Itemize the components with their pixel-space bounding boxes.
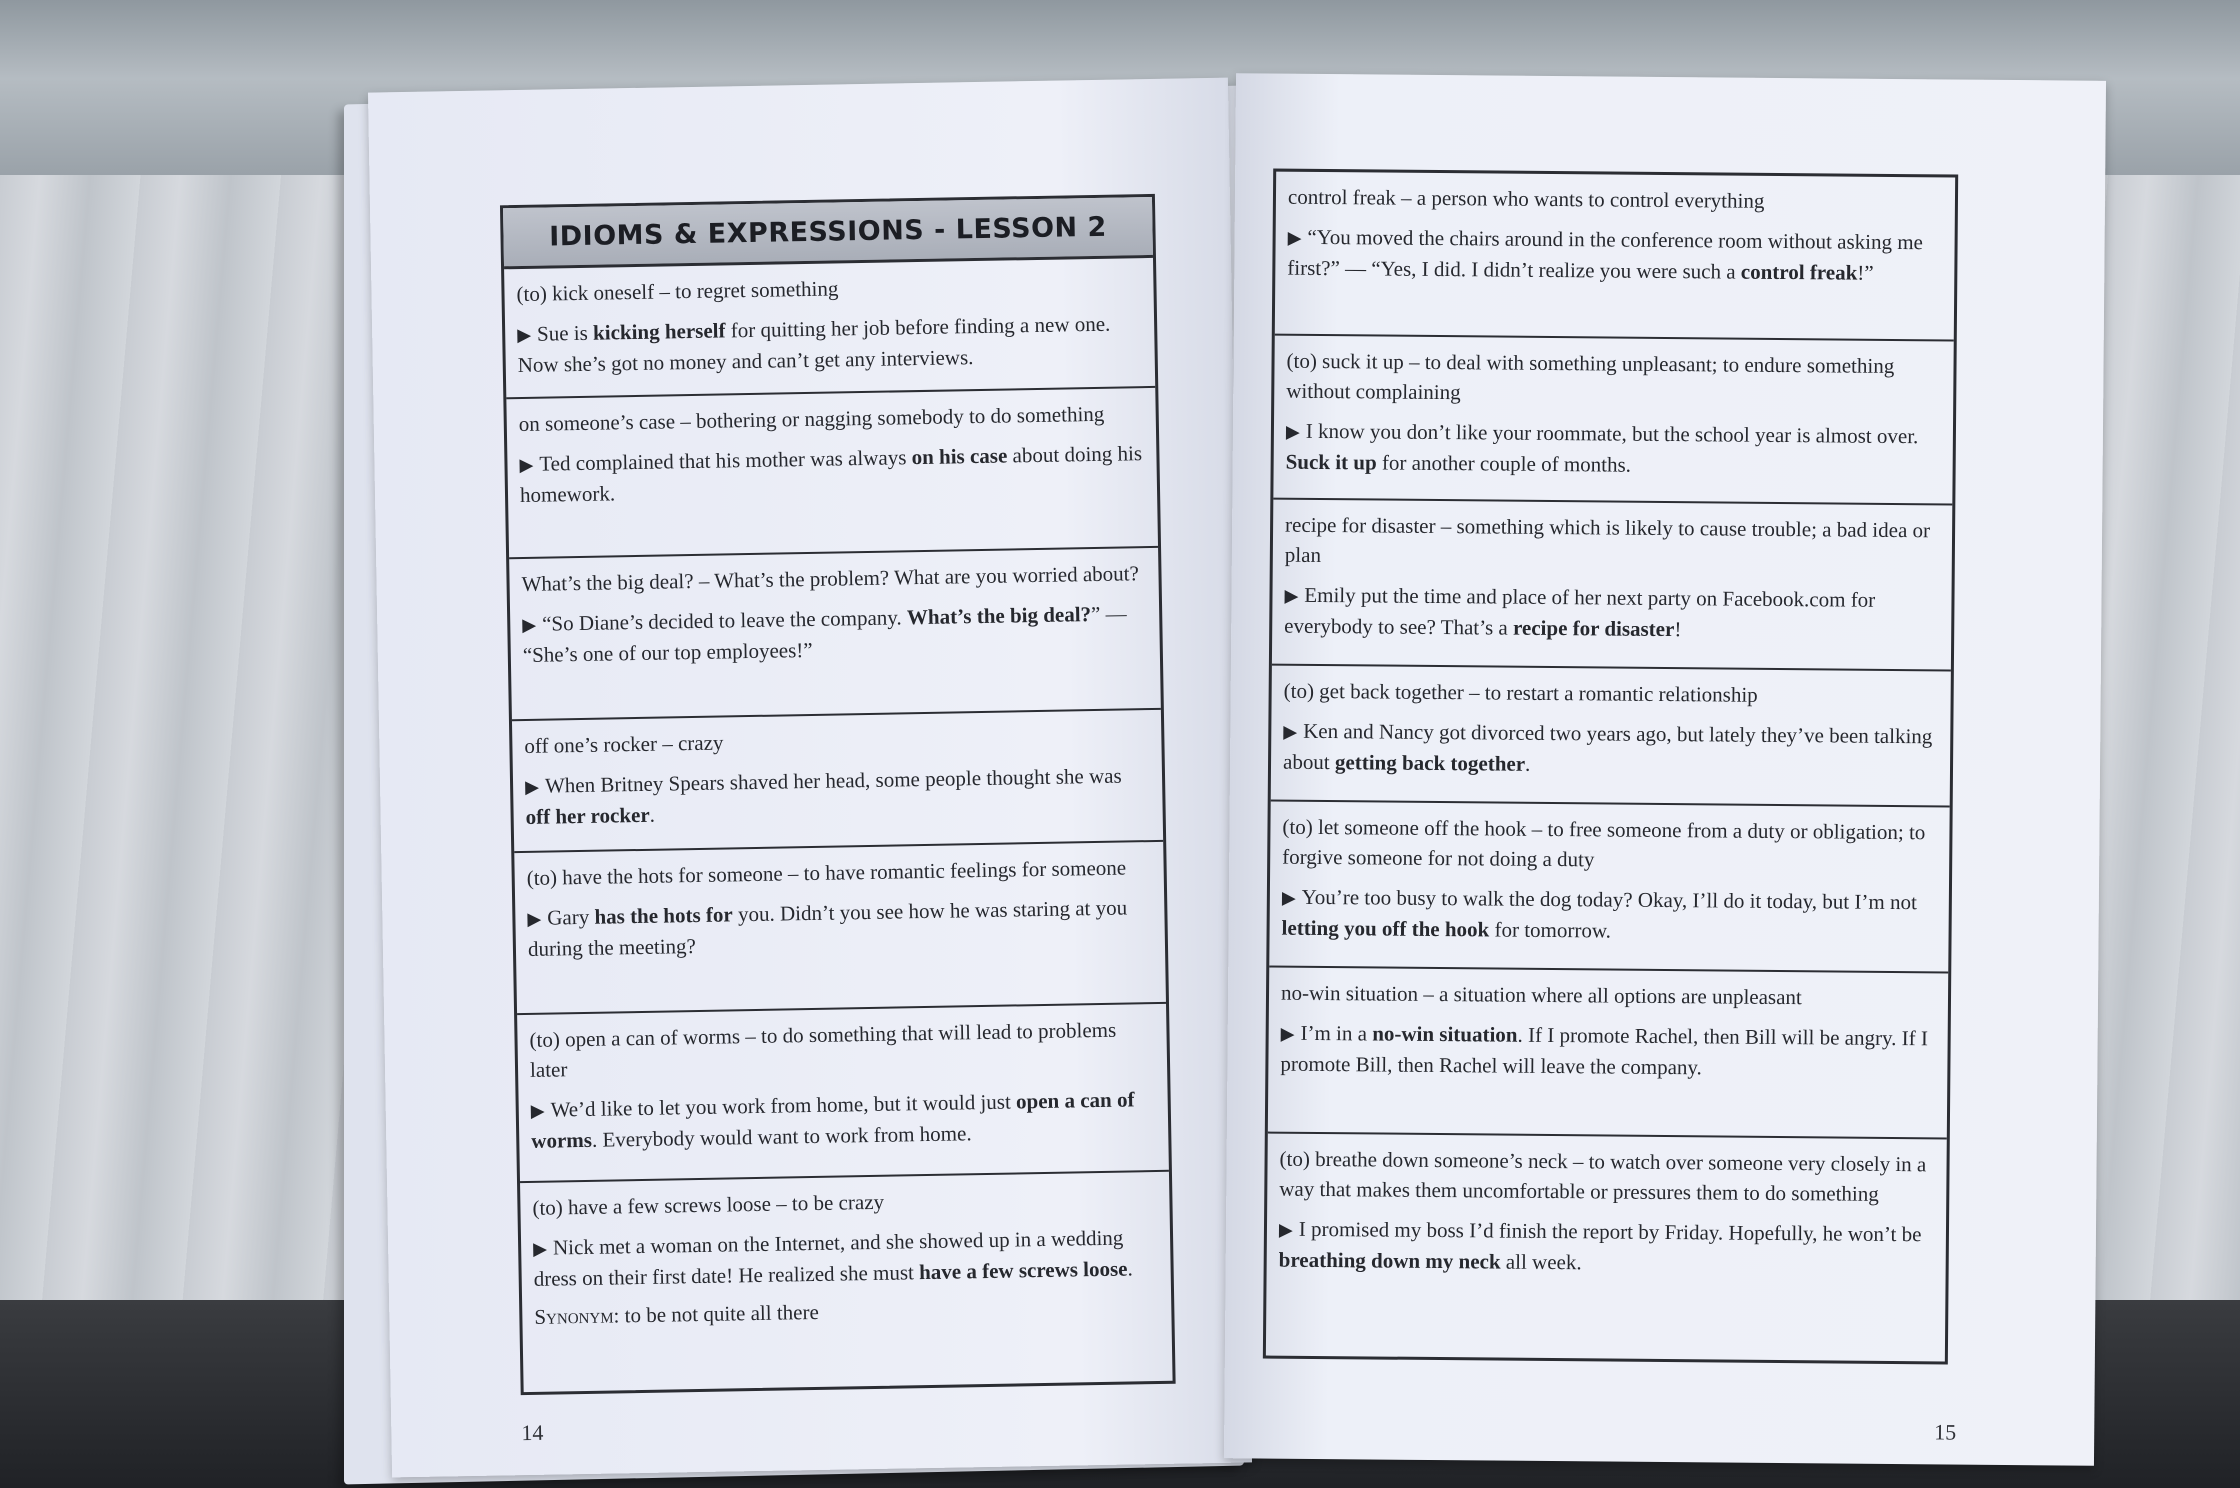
- idiom-definition: (to) suck it up – to deal with something unpleasant; to endure something without complaining: [1286, 348, 1895, 405]
- example-text-pre: Ted complained that his mother was always: [539, 445, 912, 476]
- idiom-example: [1286, 416, 1942, 483]
- example-text-post: . If I promote Rachel, then Bill will be angry. If I promote Bill, then Rachel will leave the company.: [1280, 1022, 1929, 1080]
- idiom-entry: [506, 388, 1158, 559]
- bullet-arrow-icon: ▶: [524, 776, 540, 797]
- idiom-definition: off one’s rocker – crazy: [524, 730, 724, 758]
- idiom-entry: [512, 710, 1163, 853]
- synonym-text: to be not quite all there: [619, 1299, 820, 1328]
- idiom-entry: [509, 548, 1161, 721]
- idiom-definition: (to) get back together – to restart a romantic relationship: [1283, 678, 1758, 707]
- bullet-arrow-icon: ▶: [527, 908, 542, 929]
- example-text-post: for another couple of months.: [1376, 450, 1632, 477]
- example-text-post: .: [649, 802, 656, 827]
- idiom-entry: [1266, 1134, 1947, 1360]
- idiom-definition: (to) kick oneself – to regret something: [516, 276, 839, 307]
- example-text-pre: I promised my boss I’d finish the report by Friday. Hopefully, he won’t be: [1298, 1216, 1922, 1247]
- idiom-definition: control freak – a person who wants to control everything: [1287, 184, 1765, 213]
- idiom-entry: [1269, 802, 1949, 974]
- right-page: [1224, 73, 2106, 1466]
- example-text-pre: “So Diane’s decided to leave the company.: [541, 605, 908, 636]
- example-text-post: all week.: [1500, 1249, 1582, 1275]
- example-text-pre: I’m in a: [1300, 1020, 1373, 1046]
- idiom-definition: (to) let someone off the hook – to free someone from a duty or obligation; to forgive someone for not doing a duty: [1282, 814, 1926, 872]
- example-text-pre: “You moved the chairs around in the conference room without asking me first?” — “Yes, I did. I didn’t realize you were such a: [1287, 224, 1924, 284]
- idioms-box-left: [500, 194, 1176, 1395]
- idiom-example: [1287, 222, 1943, 289]
- example-idiom-bold: letting you off the hook: [1281, 915, 1490, 942]
- example-text-post: .: [1127, 1256, 1133, 1281]
- left-page: [368, 78, 1252, 1478]
- idiom-entry: [1268, 968, 1948, 1140]
- example-idiom-bold: What’s the big deal?: [906, 602, 1092, 630]
- idiom-example: [527, 892, 1153, 964]
- example-idiom-bold: has the hots for: [594, 902, 733, 929]
- example-text-pre: Sue is: [536, 320, 594, 346]
- idiom-example: [519, 438, 1145, 510]
- idiom-entry: [1273, 336, 1953, 506]
- example-text-pre: Gary: [547, 904, 595, 930]
- example-idiom-bold: on his case: [911, 443, 1008, 470]
- example-text-pre: Nick met a woman on the Internet, and she showed up in a wedding dress on their first date! He realized she must: [533, 1225, 1124, 1291]
- example-text-pre: You’re too busy to walk the dog today? Okay, I’ll do it today, but I’m not: [1301, 884, 1917, 915]
- idiom-definition: recipe for disaster – something which is likely to cause trouble; a bad idea or plan: [1284, 512, 1931, 567]
- entry-list-right: [1266, 172, 1955, 1360]
- bullet-arrow-icon: ▶: [517, 324, 532, 346]
- idiom-example: [533, 1222, 1159, 1294]
- example-idiom-bold: control freak: [1740, 259, 1858, 285]
- bullet-arrow-icon: ▶: [1283, 721, 1298, 742]
- example-text-post: !: [1674, 617, 1682, 642]
- idiom-definition: (to) have the hots for someone – to have romantic feelings for someone: [526, 855, 1127, 890]
- bullet-arrow-icon: ▶: [533, 1238, 548, 1259]
- idiom-entry: [1272, 500, 1952, 672]
- idiom-definition: What’s the big deal? – What’s the problem? What are you worried about?: [521, 561, 1140, 597]
- example-idiom-bold: open a can of worms: [531, 1087, 1135, 1153]
- page-number-right: 15: [1934, 1419, 1957, 1445]
- example-text-pre: When Britney Spears shaved her head, some people thought she was: [544, 763, 1122, 798]
- example-text-post: for tomorrow.: [1489, 917, 1612, 943]
- open-book: [340, 55, 2120, 1475]
- idiom-example: [1283, 716, 1939, 783]
- example-text-pre: Emily put the time and place of her next party on Facebook.com for everybody to see? That’s a: [1284, 582, 1876, 640]
- bullet-arrow-icon: ▶: [1285, 421, 1300, 442]
- idiom-definition: on someone’s case – bothering or nagging somebody to do something: [518, 401, 1105, 437]
- idiom-example: [530, 1084, 1156, 1156]
- example-text-post: !”: [1857, 260, 1874, 285]
- idiom-definition: (to) open a can of worms – to do something that will lead to problems later: [529, 1017, 1117, 1082]
- example-text-post: ” — “She’s one of our top employees!”: [522, 601, 1127, 667]
- example-idiom-bold: breathing down my neck: [1278, 1247, 1501, 1274]
- bullet-arrow-icon: ▶: [1278, 1219, 1293, 1240]
- example-text-post: . Everybody would want to work from home.: [591, 1121, 972, 1152]
- example-idiom-bold: Suck it up: [1285, 449, 1377, 475]
- example-text-post: you. Didn’t you see how he was staring at you during the meeting?: [527, 895, 1128, 961]
- bullet-arrow-icon: ▶: [530, 1100, 545, 1121]
- bullet-arrow-icon: ▶: [522, 614, 537, 635]
- idioms-box-right: [1263, 169, 1958, 1365]
- idiom-example: [522, 598, 1148, 670]
- synonym-line: [534, 1291, 1159, 1332]
- example-idiom-bold: off her rocker: [525, 802, 650, 829]
- example-idiom-bold: no-win situation: [1372, 1021, 1518, 1047]
- example-text-post: about doing his homework.: [519, 441, 1143, 508]
- idiom-example: [1284, 580, 1940, 647]
- example-text-pre: We’d like to let you work from home, but it would just: [550, 1089, 1017, 1122]
- example-idiom-bold: recipe for disaster: [1512, 615, 1675, 642]
- example-text-pre: Ken and Nancy got divorced two years ago, but lately they’ve been talking about: [1282, 718, 1933, 775]
- example-text-post: for quitting her job before finding a new one. Now she’s got no money and can’t get any interviews.: [517, 311, 1111, 378]
- synonym-label: Synonym:: [534, 1303, 620, 1329]
- idiom-example: [1280, 1018, 1936, 1085]
- example-text-pre: I know you don’t like your roommate, but the school year is almost over.: [1305, 418, 1919, 449]
- bullet-arrow-icon: ▶: [1284, 585, 1299, 606]
- bullet-arrow-icon: ▶: [1287, 227, 1302, 248]
- example-idiom-bold: kicking herself: [592, 318, 726, 345]
- example-idiom-bold: getting back together: [1334, 750, 1526, 776]
- idiom-example: [517, 308, 1143, 380]
- entry-list-left: [504, 258, 1173, 1393]
- bullet-arrow-icon: ▶: [519, 454, 534, 476]
- idiom-example: [1279, 1214, 1935, 1281]
- idiom-definition: (to) breathe down someone’s neck – to watch over someone very closely in a way that makes them uncomfortable or pressures them to do something: [1279, 1146, 1927, 1206]
- bullet-arrow-icon: ▶: [1281, 887, 1296, 908]
- idiom-entry: [517, 1004, 1169, 1183]
- idiom-entry: [1275, 172, 1955, 342]
- bullet-arrow-icon: ▶: [1280, 1023, 1295, 1044]
- idiom-definition: (to) have a few screws loose – to be crazy: [532, 1189, 885, 1220]
- page-number-left: 14: [521, 1419, 544, 1446]
- idiom-entry: [520, 1172, 1173, 1393]
- idiom-definition: no-win situation – a situation where all options are unpleasant: [1280, 980, 1802, 1010]
- idiom-entry: [514, 842, 1166, 1015]
- example-idiom-bold: have a few screws loose: [918, 1256, 1128, 1285]
- idiom-entry: [504, 258, 1155, 399]
- example-text-post: .: [1524, 751, 1531, 776]
- lesson-header: IDIOMS & EXPRESSIONS - LESSON 2: [503, 197, 1153, 269]
- idiom-example: [1281, 882, 1937, 949]
- idiom-entry: [1271, 666, 1951, 808]
- idiom-example: [525, 760, 1151, 832]
